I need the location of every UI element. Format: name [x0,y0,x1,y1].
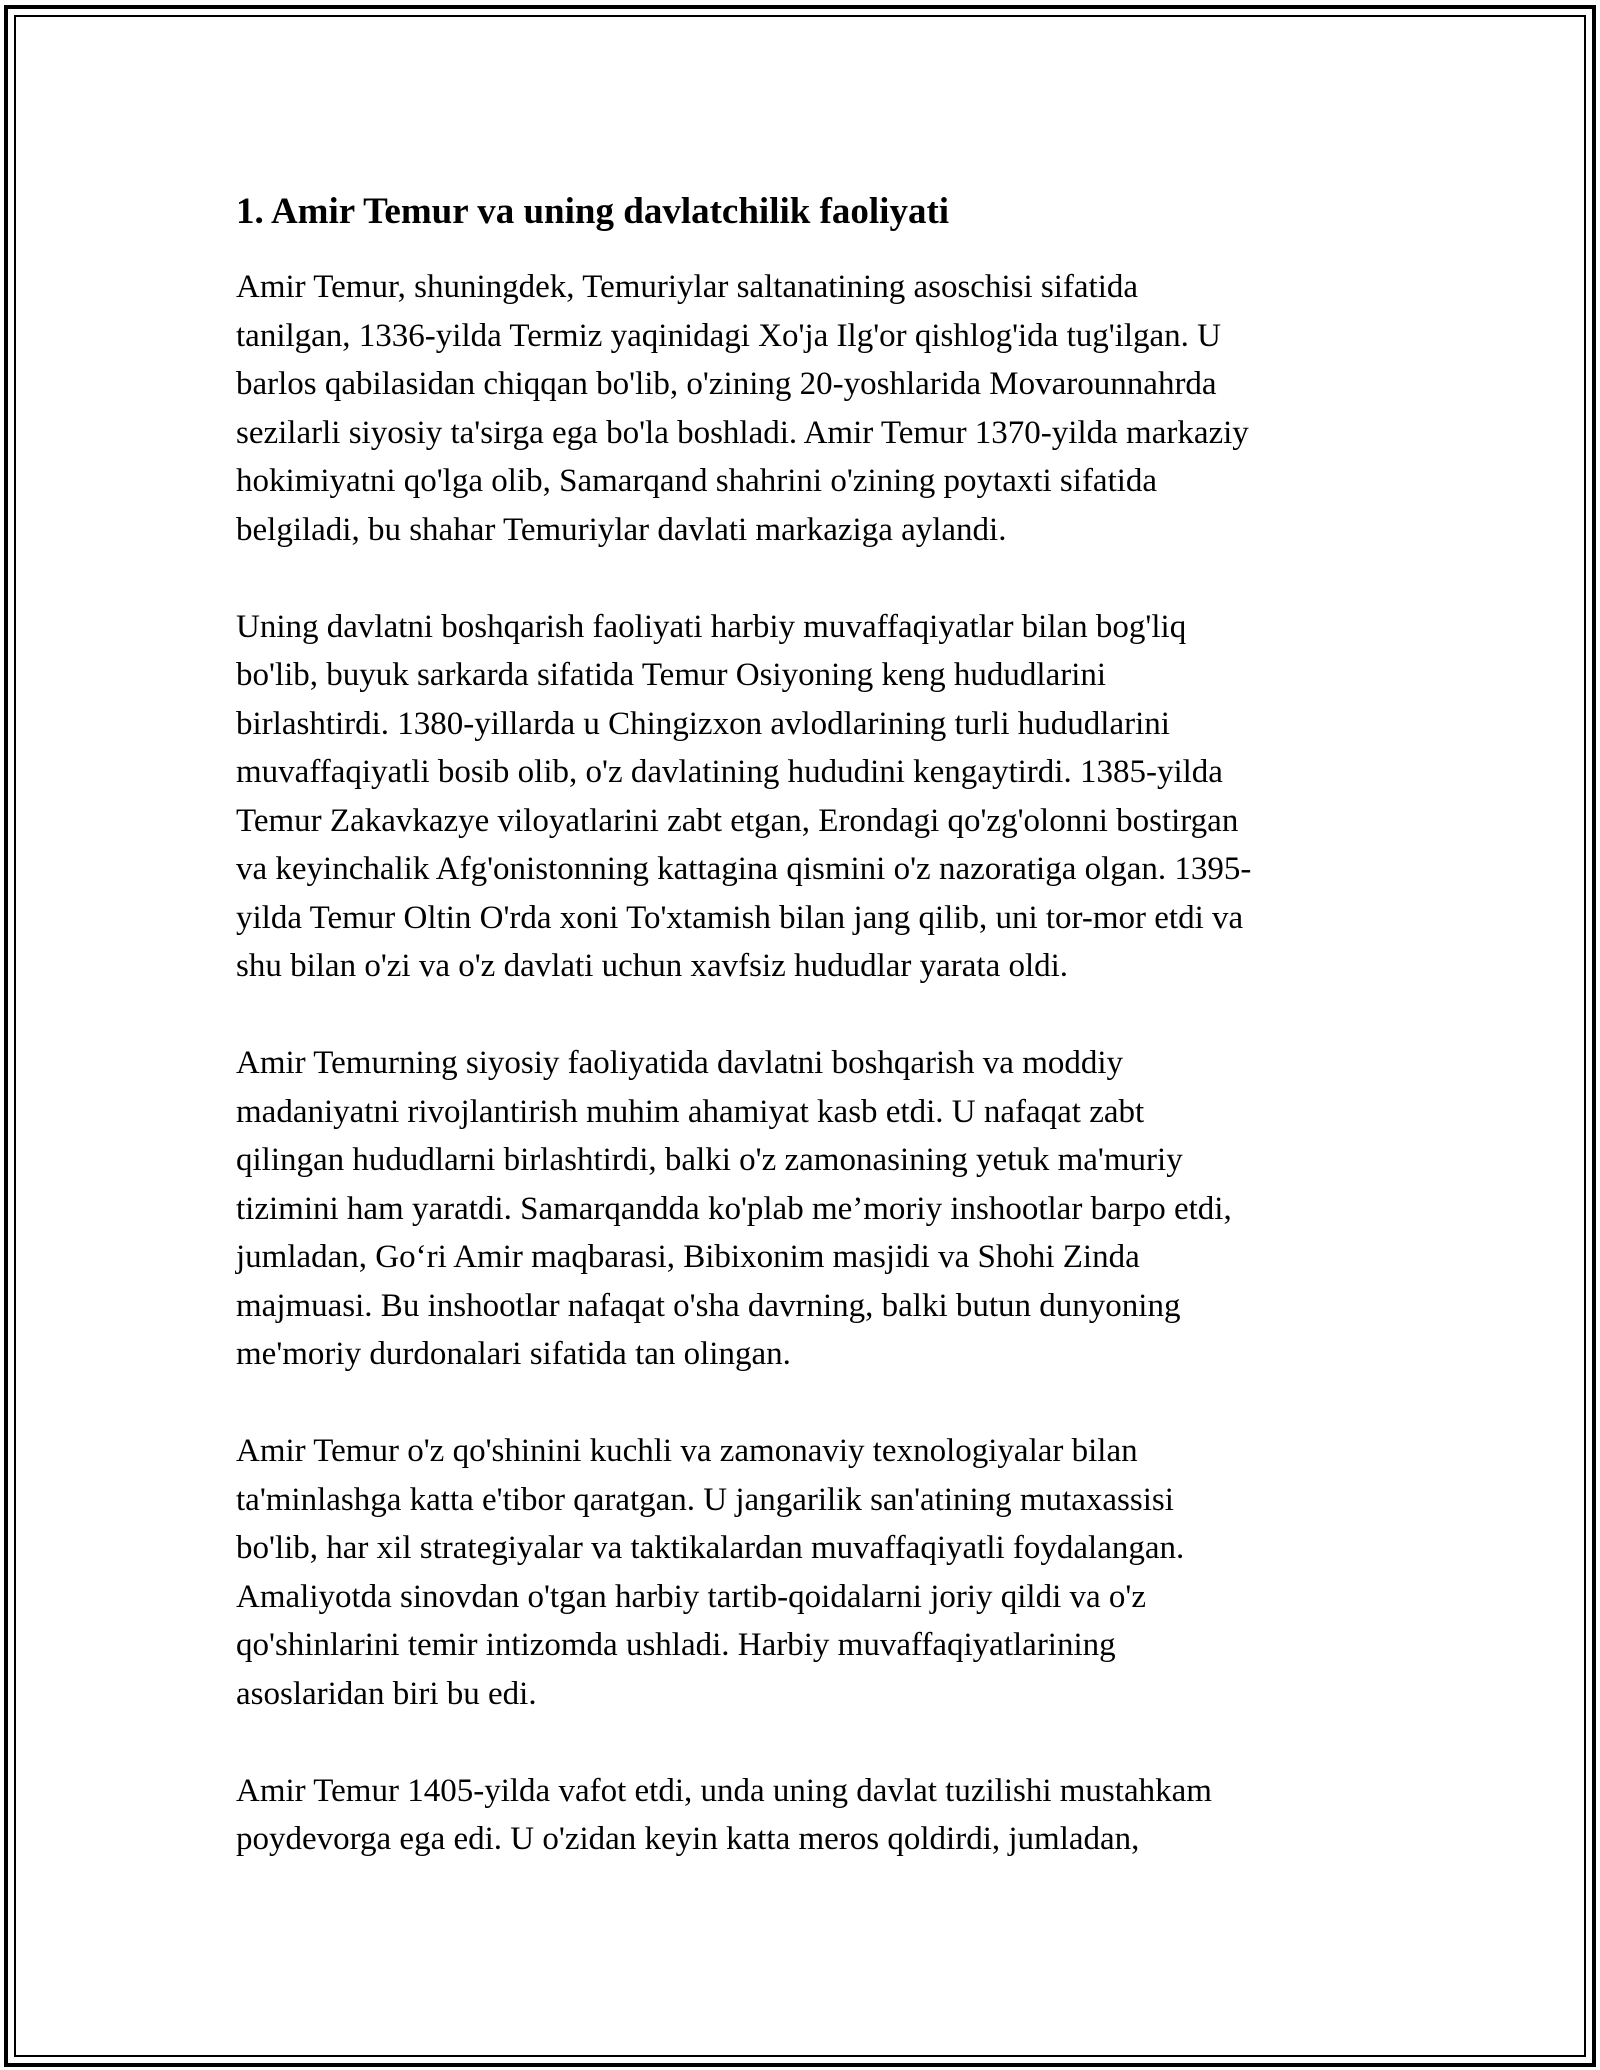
paragraph-army: Amir Temur o'z qo'shinini kuchli va zamonaviy texnologiyalar bilan ta'minlashga katta e'tibor qaratgan. U jangarilik san'atining mutaxassisi bo'lib, har xil strategiyalar va taktikalardan muvaffaqiyatli foydalangan. Amaliyotda sinovdan o'tgan harbiy tartib-qoidalarni joriy qildi va o'z qo'shinlarini temir intizomda ushladi. Harbiy muvaffaqiyatlarining asoslaridan biri bu edi. [236,1433,1185,1712]
document-body [236,188,1406,1864]
paragraph-death-and-legacy: Amir Temur 1405-yilda vafot etdi, unda uning davlat tuzilishi mustahkam poydevorga ega edi. U o'zidan keyin katta meros qoldirdi, jumladan, [236,1772,1212,1857]
section-heading: 1. Amir Temur va uning davlatchilik faoliyati [236,191,950,232]
paragraph-military-campaigns: Uning davlatni boshqarish faoliyati harbiy muvaffaqiyatlar bilan bog'liq bo'lib, buyuk sarkarda sifatida Temur Osiyoning keng hududlarini birlashtirdi. 1380-yillarda u Chingizxon avlodlarining turli hududlarini muvaffaqiyatli bosib olib, o'z davlatining hududini kengaytirdi. 1385-yilda Temur Zakavkazye viloyatlarini zabt etgan, Erondagi qo'zg'olonni bostirgan va keyinchalik Afg'onistonning kattagina qismini o'z nazoratiga olgan. 1395- yilda Temur Oltin O'rda xoni To'xtamish bilan jang qilib, uni tor-mor etdi va shu bilan o'zi va o'z davlati uchun xavfsiz hududlar yarata oldi. [236,608,1252,984]
paragraph-birth-and-rise: Amir Temur, shuningdek, Temuriylar saltanatining asoschisi sifatida tanilgan, 1336-yilda Termiz yaqinidagi Xo'ja Ilg'or qishlog'ida tug'ilgan. U barlos qabilasidan chiqqan bo'lib, o'zining 20-yoshlarida Movarounnahrda sezilarli siyosiy ta'sirga ega bo'la boshladi. Amir Temur 1370-yilda markaziy hokimiyatni qo'lga olib, Samarqand shahrini o'zining poytaxti sifatida belgiladi, bu shahar Temuriylar davlati markaziga aylandi. [236,269,1249,548]
paragraph-administration-and-architecture: Amir Temurning siyosiy faoliyatida davlatni boshqarish va moddiy madaniyatni rivojlantirish muhim ahamiyat kasb etdi. U nafaqat zabt qilingan hududlarni birlashtirdi, balki o'z zamonasining yetuk ma'muriy tizimini ham yaratdi. Samarqandda ko'plab me’moriy inshootlar barpo etdi, jumladan, Go‘ri Amir maqbarasi, Bibixonim masjidi va Shohi Zinda majmuasi. Bu inshootlar nafaqat o'sha davrning, balki butun dunyoning me'moriy durdonalari sifatida tan olingan. [236,1045,1232,1372]
